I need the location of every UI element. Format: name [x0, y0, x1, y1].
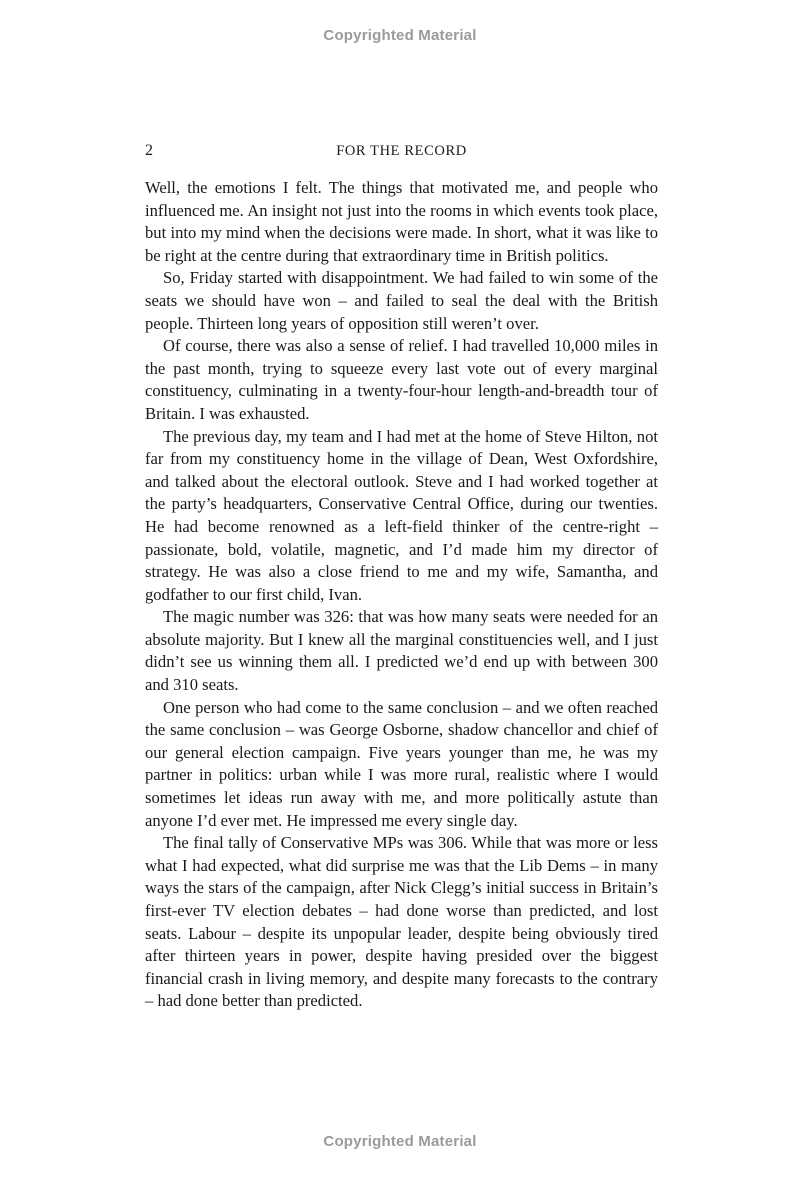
paragraph: Well, the emotions I felt. The things that motivated me, and people who influenced me. An insight not just into the rooms in which events took place, but into my mind when the decisions were made. In short, what it was like to be right at the centre during that extraordinary time in British politics.	[145, 178, 658, 265]
body-text	[145, 177, 658, 1013]
running-title: FOR THE RECORD	[336, 143, 467, 159]
paragraph: One person who had come to the same conclusion – and we often reached the same conclusion – was George Osborne, shadow chancellor and chief of our general election campaign. Five years younger than me, he was my partner in politics: urban while I was more rural, realistic where I would sometimes let ideas run away with me, and more politically astute than anyone I’d ever met. He impressed me every single day.	[145, 697, 658, 830]
running-header	[145, 142, 658, 162]
paragraph: Of course, there was also a sense of relief. I had travelled 10,000 miles in the past month, trying to squeeze every last vote out of every marginal constituency, culminating in a twenty-four-hour length-and-breadth tour of Britain. I was exhausted.	[145, 336, 658, 423]
paragraph: The magic number was 326: that was how many seats were needed for an absolute majority. But I knew all the marginal constituencies well, and I just didn’t see us winning them all. I predicted we’d end up with between 300 and 310 seats.	[145, 607, 658, 695]
paragraph: The final tally of Conservative MPs was 306. While that was more or less what I had expected, what did surprise me was that the Lib Dems – in many ways the stars of the campaign, after Nick Clegg’s initial success in Britain’s first-ever TV election debates – had done worse than predicted, and lost seats. Labour – despite its unpopular leader, despite being obviously tired after thirteen years in power, despite having presided over the biggest financial crash in living memory, and despite many forecasts to the contrary – had done better than predicted.	[145, 833, 658, 1011]
paragraph: The previous day, my team and I had met at the home of Steve Hilton, not far from my constituency home in the village of Dean, West Oxfordshire, and talked about the electoral outlook. Steve and I had worked together at the party’s headquarters, Conservative Central Office, during our twenties. He had become renowned as a left-field thinker of the centre-right – passionate, bold, volatile, magnetic, and I’d made him my director of strategy. He was also a close friend to me and my wife, Samantha, and godfather to our first child, Ivan.	[145, 426, 658, 604]
page-number: 2	[145, 142, 153, 159]
copyright-watermark-bottom: Copyrighted Material	[323, 1133, 477, 1150]
paragraph: So, Friday started with disappointment. We had failed to win some of the seats we should have won – and failed to seal the deal with the British people. Thirteen long years of opposition still weren’t over.	[145, 268, 658, 333]
copyright-watermark-top: Copyrighted Material	[323, 27, 477, 44]
